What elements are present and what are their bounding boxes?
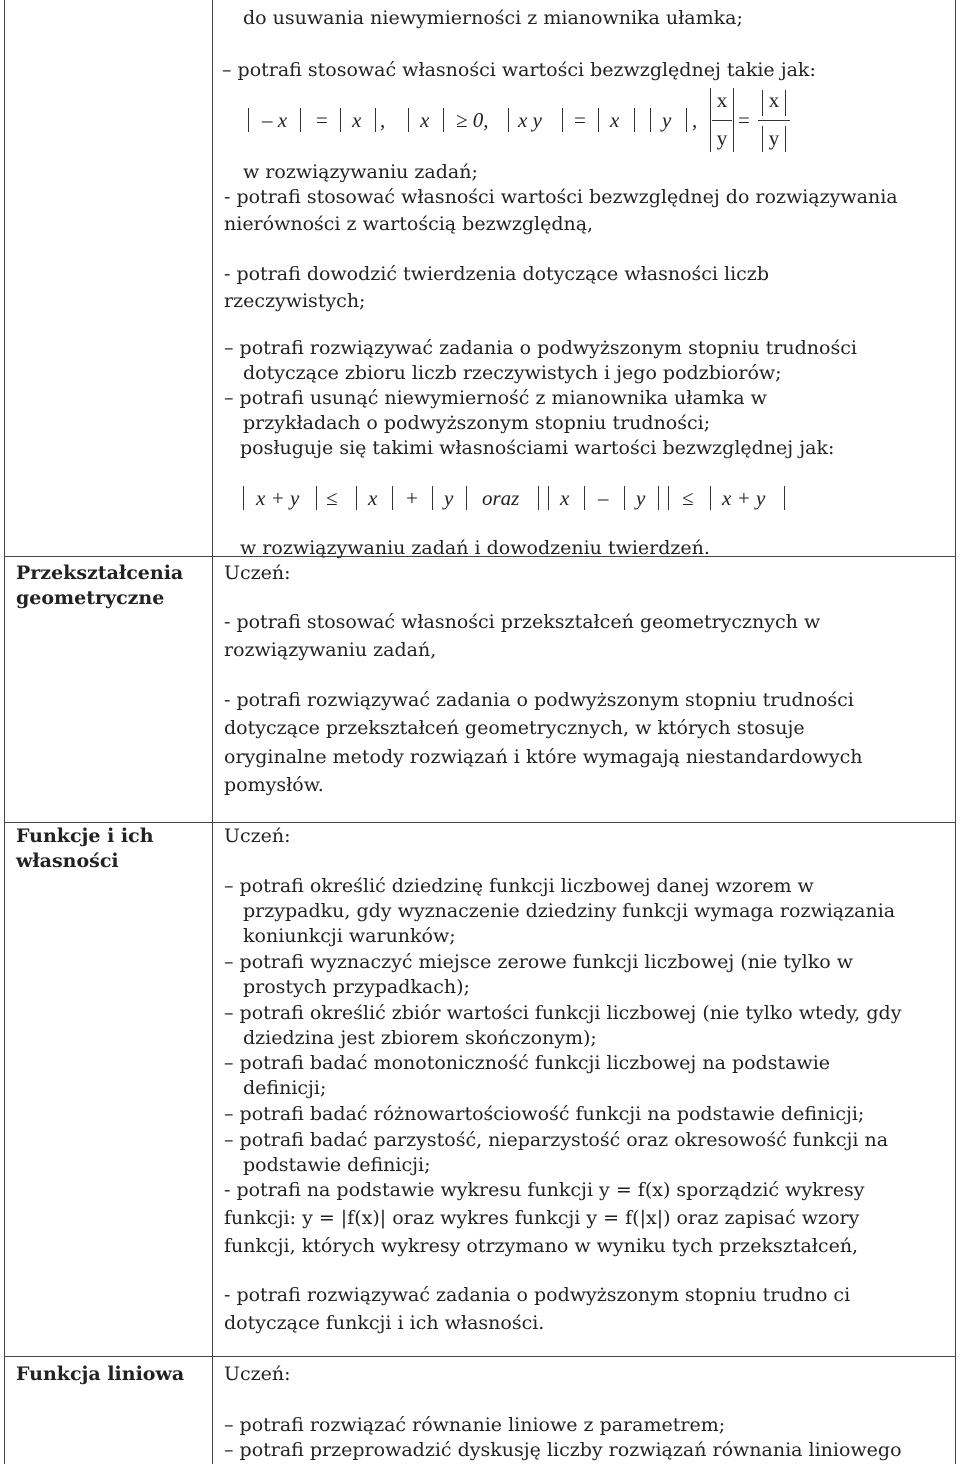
abs-bar: [548, 486, 549, 510]
formula-term: x: [420, 108, 430, 132]
formula-term: ,: [692, 108, 698, 132]
abs-bar: [340, 108, 341, 132]
abs-bar: [650, 108, 651, 132]
text-line: – potrafi rozwiązywać zadania o podwyższonym stopniu trudności: [224, 337, 857, 359]
text-line: dziedzina jest zbiorem skończonym);: [243, 1027, 597, 1049]
text-line: funkcji: y = |f(x)| oraz wykres funkcji y = f(|x|) oraz zapisać wzory: [224, 1207, 860, 1229]
text-line: podstawie definicji;: [243, 1154, 431, 1176]
formula-term: y: [444, 486, 454, 510]
abs-bar: [584, 486, 585, 510]
text-line: funkcji, których wykresy otrzymano w wyniku tych przekształceń,: [224, 1235, 859, 1257]
abs-bar: [392, 486, 393, 510]
formula-term: x: [368, 486, 378, 510]
text-line: rzeczywistych;: [224, 290, 366, 312]
formula-term: ≥ 0,: [456, 108, 489, 132]
text-line: - potrafi dowodzić twierdzenia dotyczące własności liczb: [224, 263, 769, 285]
text-line: prostych przypadkach);: [243, 976, 470, 998]
abs-bar: [300, 108, 301, 132]
abs-bar: [598, 108, 599, 132]
row-label: geometryczne: [16, 587, 165, 609]
text-line: w rozwiązywaniu zadań;: [243, 161, 478, 183]
text-line: definicji;: [243, 1077, 327, 1099]
row-label: Funkcje i ich: [16, 825, 154, 847]
text-line: koniunkcji warunków;: [243, 925, 456, 947]
formula-term: x: [610, 108, 620, 132]
text-line: – potrafi rozwiązać równanie liniowe z parametrem;: [224, 1414, 726, 1436]
abs-bar: [375, 108, 376, 132]
text-line: – potrafi przeprowadzić dyskusję liczby rozwiązań równania liniowego: [224, 1439, 902, 1461]
abs-bar: [634, 108, 635, 132]
abs-bar: [668, 486, 669, 510]
formula-term: x: [352, 108, 362, 132]
fraction-numerator: x: [716, 88, 728, 112]
table-border-right: [955, 0, 956, 1464]
fraction-line: [758, 120, 790, 121]
text-line: – potrafi określić dziedzinę funkcji liczbowej danej wzorem w: [224, 875, 814, 897]
text-line: – potrafi wyznaczyć miejsce zerowe funkcji liczbowej (nie tylko w: [224, 951, 853, 973]
formula-term: +: [406, 486, 418, 510]
formula-term: =: [316, 108, 328, 132]
text-line: - potrafi na podstawie wykresu funkcji y = f(x) sporządzić wykresy: [224, 1179, 865, 1201]
text-line: w rozwiązywaniu zadań i dowodzeniu twierdzeń.: [240, 537, 710, 559]
fraction-denominator: y: [716, 126, 728, 150]
formula-term: ≤: [326, 486, 338, 510]
formula-term: ≤: [682, 486, 694, 510]
abs-bar: [538, 486, 539, 510]
row-divider-funkcje: [4, 822, 956, 823]
abs-bar: [624, 486, 625, 510]
fraction-numerator: x: [768, 88, 780, 112]
abs-bar: [658, 486, 659, 510]
table-column-divider: [212, 0, 213, 1464]
formula-term: =: [738, 108, 750, 132]
text-line: – potrafi określić zbiór wartości funkcji liczbowej (nie tylko wtedy, gdy: [224, 1002, 902, 1024]
text-line: - potrafi stosować własności wartości bezwzględnej do rozwiązywania: [224, 186, 898, 208]
formula-term: x y: [518, 108, 542, 132]
abs-bar: [466, 486, 467, 510]
abs-bar: [248, 108, 249, 132]
abs-bar: [443, 108, 444, 132]
text-line: - potrafi rozwiązywać zadania o podwyższonym stopniu trudno ci: [224, 1284, 851, 1306]
abs-bar: [710, 486, 711, 510]
abs-bar: [316, 486, 317, 510]
abs-bar: [710, 88, 711, 152]
text-line: – potrafi badać parzystość, nieparzystość oraz okresowość funkcji na: [224, 1129, 889, 1151]
text-line: – potrafi usunąć niewymierność z mianownika ułamka w: [224, 387, 767, 409]
text-line: do usuwania niewymierności z mianownika ułamka;: [243, 7, 743, 29]
abs-bar: [784, 486, 785, 510]
formula-term: –: [598, 486, 609, 510]
text-line: – potrafi badać różnowartościowość funkcji na podstawie definicji;: [224, 1103, 865, 1125]
abs-bar: [508, 108, 509, 132]
text-line: Uczeń:: [224, 825, 291, 847]
formula-term: =: [574, 108, 586, 132]
text-line: pomysłów.: [224, 774, 324, 796]
text-line: Uczeń:: [224, 562, 291, 584]
formula-term: x + y: [722, 486, 766, 510]
abs-bar: [356, 486, 357, 510]
text-line: oryginalne metody rozwiązań i które wymagają niestandardowych: [224, 746, 863, 768]
text-line: przypadku, gdy wyznaczenie dziedziny funkcji wymaga rozwiązania: [243, 900, 896, 922]
text-line: dotyczące funkcji i ich własności.: [224, 1312, 545, 1334]
formula-term: y: [636, 486, 646, 510]
text-line: - potrafi rozwiązywać zadania o podwyższonym stopniu trudności: [224, 689, 854, 711]
text-line: rozwiązywaniu zadań,: [224, 639, 437, 661]
abs-bar: [762, 90, 763, 116]
formula-term: x + y: [256, 486, 300, 510]
abs-bar: [243, 486, 244, 510]
abs-bar: [408, 108, 409, 132]
text-line: – potrafi badać monotoniczność funkcji liczbowej na podstawie: [224, 1052, 831, 1074]
abs-bar: [785, 90, 786, 116]
abs-bar: [785, 126, 786, 152]
row-label: własności: [16, 850, 119, 872]
formula-term: y: [662, 108, 672, 132]
fraction-denominator: y: [768, 126, 780, 150]
text-line: nierówności z wartością bezwzględną,: [224, 213, 594, 235]
formula-term: ,: [380, 108, 386, 132]
abs-bar: [432, 486, 433, 510]
text-line: – potrafi stosować własności wartości bezwzględnej takie jak:: [222, 59, 816, 81]
abs-bar: [733, 88, 734, 152]
text-line: - potrafi stosować własności przekształceń geometrycznych w: [224, 611, 821, 633]
text-line: Uczeń:: [224, 1363, 291, 1385]
fraction-line: [712, 120, 732, 121]
formula-term: x: [560, 486, 570, 510]
formula-term: oraz: [482, 486, 520, 510]
abs-bar: [762, 126, 763, 152]
row-divider-liniowa: [4, 1356, 956, 1357]
row-label: Funkcja liniowa: [16, 1363, 185, 1385]
row-label: Przekształcenia: [16, 562, 184, 584]
text-line: przykładach o podwyższonym stopniu trudności;: [243, 412, 711, 434]
text-line: dotyczące przekształceń geometrycznych, w których stosuje: [224, 717, 805, 739]
formula-term: – x: [262, 108, 288, 132]
table-border-left: [4, 0, 5, 1464]
text-line: posługuje się takimi własnościami wartości bezwzględnej jak:: [240, 437, 835, 459]
abs-bar: [562, 108, 563, 132]
abs-bar: [686, 108, 687, 132]
text-line: dotyczące zbioru liczb rzeczywistych i jego podzbiorów;: [243, 362, 782, 384]
